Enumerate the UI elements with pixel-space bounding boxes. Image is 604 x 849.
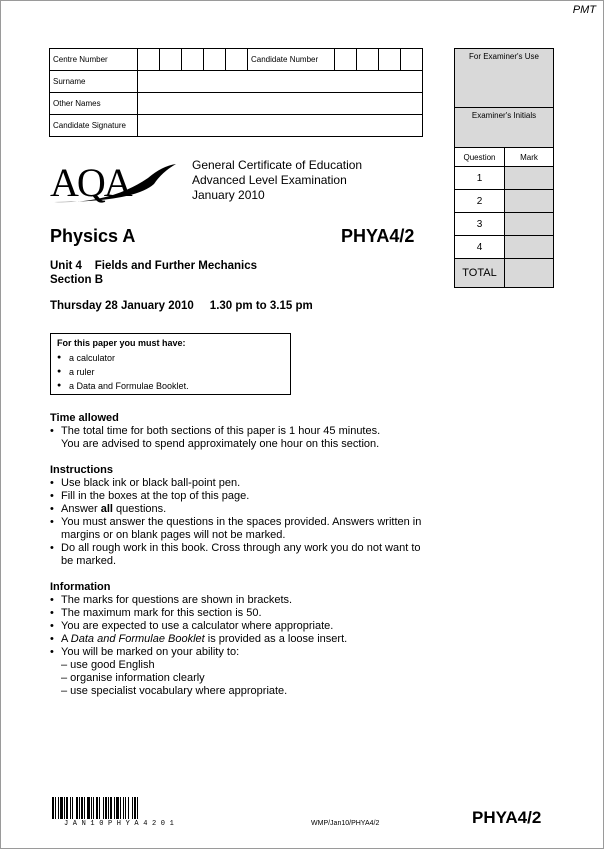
instructions-heading: Instructions (50, 464, 113, 476)
barcode-bar (87, 797, 90, 819)
instruction-item: • Do all rough work in this book. Cross through any work you do not want to be marked. (50, 542, 430, 568)
signature-field[interactable] (138, 115, 423, 137)
information-subitem: – use specialist vocabulary where appropriate. (61, 685, 288, 697)
centre-number-box[interactable] (182, 49, 204, 71)
examiner-use-title: For Examiner's Use (455, 49, 554, 108)
instruction-item: • Use black ink or black ball-point pen. (50, 477, 430, 490)
instructions-section (50, 464, 430, 568)
other-names-label: Other Names (50, 93, 138, 115)
unit-info (50, 259, 257, 287)
centre-number-box[interactable] (226, 49, 248, 71)
centre-number-label: Centre Number (50, 49, 138, 71)
certificate-line: General Certificate of Education (192, 158, 363, 172)
must-have-box (50, 333, 291, 395)
barcode-bar (52, 797, 54, 819)
question-number: 4 (455, 236, 505, 259)
information-item: • A Data and Formulae Booklet is provided as a loose insert. (50, 633, 430, 646)
instruction-item: • You must answer the questions in the spaces provided. Answers written in margins or on blank pages will not be marked. (50, 516, 430, 542)
barcode-bar (105, 797, 107, 819)
barcode-bar (134, 797, 136, 819)
question-number: 1 (455, 167, 505, 190)
information-item: • The maximum mark for this section is 50. (50, 607, 430, 620)
barcode-bar (93, 797, 94, 819)
certificate-info (192, 158, 362, 203)
centre-number-box[interactable] (138, 49, 160, 71)
barcode-bar (103, 797, 104, 819)
candidate-number-box[interactable] (401, 49, 423, 71)
paper-code: PHYA4/2 (341, 226, 415, 246)
mark-cell (505, 213, 554, 236)
barcode-bar (114, 797, 115, 819)
barcode-bar (116, 797, 119, 819)
barcode-bar (70, 797, 71, 819)
aqa-logo (50, 158, 180, 209)
total-cell (505, 259, 554, 288)
barcode-bar (96, 797, 98, 819)
question-number: 3 (455, 213, 505, 236)
surname-field[interactable] (138, 71, 423, 93)
signature-label: Candidate Signature (50, 115, 138, 137)
information-heading: Information (50, 581, 111, 593)
total-label: TOTAL (455, 259, 505, 288)
mark-col-header: Mark (505, 148, 554, 167)
barcode-bar (55, 797, 56, 819)
barcode-bar (110, 797, 112, 819)
examiner-use-table (454, 48, 554, 288)
barcode-bar (99, 797, 100, 819)
information-subitem: – organise information clearly (61, 672, 205, 684)
section-line: Section B (50, 274, 104, 286)
information-item: • The marks for questions are shown in brackets. (50, 594, 430, 607)
centre-number-box[interactable] (204, 49, 226, 71)
mark-cell (505, 190, 554, 213)
centre-number-box[interactable] (160, 49, 182, 71)
exam-date: Thursday 28 January 2010 1.30 pm to 3.15 pm (50, 300, 313, 312)
time-allowed-line: • The total time for both sections of this paper is 1 hour 45 minutes. (50, 425, 430, 438)
time-allowed-line: You are advised to spend approximately one hour on this section. (61, 438, 380, 450)
certificate-line: Advanced Level Examination (192, 173, 347, 187)
must-have-item: ● a ruler (57, 365, 189, 379)
information-item: • You will be marked on your ability to: (50, 646, 430, 659)
barcode-bar (60, 797, 63, 819)
barcode-bar (132, 797, 133, 819)
mark-cell (505, 167, 554, 190)
question-col-header: Question (455, 148, 505, 167)
must-have-item: ● a calculator (57, 351, 189, 365)
information-subitem: – use good English (61, 659, 155, 671)
candidate-number-box[interactable] (357, 49, 379, 71)
barcode-bar (128, 797, 129, 819)
barcode-bar (108, 797, 109, 819)
information-item: • You are expected to use a calculator where appropriate. (50, 620, 430, 633)
barcode-bar (72, 797, 73, 819)
must-have-item: ● a Data and Formulae Booklet. (57, 379, 189, 393)
document-reference: WMP/Jan10/PHYA4/2 (311, 820, 380, 827)
barcode-bar (137, 797, 138, 819)
barcode-bar (91, 797, 92, 819)
question-number: 2 (455, 190, 505, 213)
candidate-number-box[interactable] (379, 49, 401, 71)
time-allowed-section (50, 412, 430, 451)
instruction-item: • Answer all questions. (50, 503, 430, 516)
mark-cell (505, 236, 554, 259)
information-section (50, 581, 430, 698)
candidate-number-label: Candidate Number (248, 49, 335, 71)
aqa-logo-text: AQA (50, 160, 131, 204)
subject-title: Physics A (50, 226, 136, 246)
barcode-number: JAN10PHYA4201 (64, 820, 179, 828)
barcode-bar (84, 797, 85, 819)
barcode-bar (64, 797, 65, 819)
must-have-title: For this paper you must have: (57, 338, 186, 348)
barcode-bar (66, 797, 68, 819)
barcode-bar (125, 797, 126, 819)
surname-label: Surname (50, 71, 138, 93)
time-allowed-heading: Time allowed (50, 412, 119, 424)
barcode-bar (120, 797, 121, 819)
instruction-item: • Fill in the boxes at the top of this page. (50, 490, 430, 503)
barcode-bar (79, 797, 80, 819)
barcode-bar (58, 797, 59, 819)
examiner-initials-label: Examiner's Initials (455, 108, 554, 148)
barcode-bar (123, 797, 124, 819)
candidate-number-box[interactable] (335, 49, 357, 71)
barcode-bar (81, 797, 83, 819)
certificate-line: January 2010 (192, 188, 265, 202)
candidate-details-table (49, 48, 423, 137)
unit-line: Unit 4 Fields and Further Mechanics (50, 260, 258, 272)
pmt-label: PMT (572, 4, 596, 16)
other-names-field[interactable] (138, 93, 423, 115)
footer-paper-code: PHYA4/2 (472, 808, 542, 827)
barcode-bar (76, 797, 78, 819)
